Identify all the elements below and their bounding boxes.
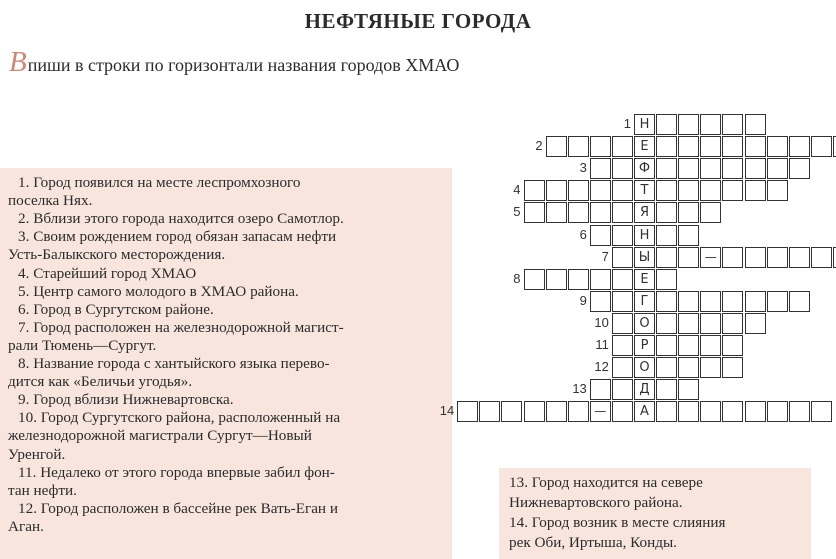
clue-line: 1. Город появился на месте леспромхозного — [18, 174, 301, 191]
answer-cell[interactable] — [700, 158, 721, 179]
answer-cell[interactable] — [789, 291, 810, 312]
clue-line: 13. Город находится на севере — [509, 474, 703, 491]
row-number: 1 — [623, 116, 631, 131]
answer-cell[interactable] — [612, 335, 633, 356]
answer-cell[interactable] — [546, 136, 567, 157]
answer-cell[interactable] — [767, 247, 788, 268]
keyword-cell: Ы — [634, 247, 655, 268]
answer-cell[interactable] — [612, 401, 633, 422]
answer-cell[interactable] — [524, 269, 545, 290]
answer-cell[interactable] — [767, 158, 788, 179]
clue-line: 7. Город расположен на железнодорожной магист- — [18, 318, 344, 336]
answer-cell[interactable] — [612, 313, 633, 334]
answer-cell[interactable] — [656, 158, 677, 179]
answer-cell[interactable] — [722, 158, 743, 179]
clue-line: 10. Город Сургутского района, расположенный на — [18, 409, 341, 427]
row-number: 10 — [594, 314, 609, 330]
keyword-cell: Р — [634, 335, 655, 356]
answer-cell[interactable] — [656, 269, 677, 290]
answer-cell[interactable] — [546, 401, 567, 422]
instruction-initial: В — [9, 46, 27, 78]
answer-cell[interactable] — [656, 313, 677, 334]
keyword-cell: Н — [634, 114, 655, 135]
clue-line: поселка Нях. — [8, 192, 93, 210]
answer-cell[interactable] — [811, 247, 832, 268]
answer-cell[interactable] — [568, 180, 589, 201]
clue-line: 3. Своим рождением город обязан запасам нефти — [18, 228, 337, 246]
answer-cell[interactable] — [678, 225, 699, 246]
answer-cell[interactable] — [767, 291, 788, 312]
answer-cell[interactable] — [767, 180, 788, 201]
answer-cell[interactable] — [612, 247, 633, 268]
row-number: 6 — [579, 226, 587, 242]
answer-cell[interactable] — [700, 357, 721, 378]
keyword-cell: Д — [634, 379, 655, 400]
answer-cell[interactable] — [745, 158, 766, 179]
clue-line: 8. Название города с хантыйского языка перево- — [18, 355, 330, 372]
row-number: 9 — [579, 292, 587, 308]
answer-cell[interactable] — [590, 269, 611, 290]
answer-cell[interactable] — [700, 202, 721, 223]
answer-cell[interactable] — [678, 180, 699, 201]
clue-line: 11. Недалеко от этого города впервые забил фон- — [18, 463, 335, 481]
answer-cell[interactable] — [524, 401, 545, 422]
answer-cell[interactable] — [590, 158, 611, 179]
answer-cell[interactable] — [612, 158, 633, 179]
keyword-cell: Е — [634, 136, 655, 157]
answer-cell[interactable] — [678, 202, 699, 223]
answer-cell[interactable] — [722, 313, 743, 334]
answer-cell[interactable] — [678, 313, 699, 334]
answer-cell[interactable] — [568, 401, 589, 422]
clue-line: дится как «Беличьи угодья». — [8, 373, 193, 391]
answer-cell[interactable] — [590, 180, 611, 201]
row-number: 4 — [513, 182, 521, 198]
answer-cell[interactable] — [678, 247, 699, 268]
answer-cell[interactable] — [789, 401, 810, 422]
clue-line: 12. Город расположен в бассейне рек Вать-Еган и — [18, 499, 338, 517]
row-number: 13 — [572, 381, 587, 397]
row-number: 7 — [601, 248, 609, 264]
answer-cell[interactable] — [745, 114, 766, 135]
answer-cell[interactable] — [811, 136, 832, 157]
answer-cell[interactable] — [811, 401, 832, 422]
answer-cell[interactable] — [568, 269, 589, 290]
answer-cell[interactable] — [789, 158, 810, 179]
answer-cell[interactable] — [678, 357, 699, 378]
answer-cell[interactable] — [678, 335, 699, 356]
answer-cell[interactable] — [722, 136, 743, 157]
answer-cell[interactable] — [524, 180, 545, 201]
answer-cell[interactable] — [722, 335, 743, 356]
answer-cell[interactable] — [678, 379, 699, 400]
keyword-cell: О — [634, 357, 655, 378]
answer-cell[interactable] — [546, 180, 567, 201]
answer-cell[interactable] — [656, 291, 677, 312]
row-number: 5 — [513, 204, 521, 220]
answer-cell[interactable] — [722, 114, 743, 135]
clue-line: Уренгой. — [8, 445, 66, 463]
answer-cell[interactable] — [612, 180, 633, 201]
clue-line: рали Тюмень—Сургут. — [8, 336, 157, 354]
clue-line: 6. Город в Сургутском районе. — [18, 300, 214, 318]
answer-cell[interactable] — [745, 180, 766, 201]
answer-cell[interactable] — [612, 357, 633, 378]
answer-cell[interactable] — [656, 357, 677, 378]
answer-cell[interactable] — [700, 313, 721, 334]
clue-line: тан нефти. — [8, 481, 77, 499]
keyword-cell: А — [634, 401, 655, 422]
answer-cell[interactable] — [767, 401, 788, 422]
answer-cell[interactable] — [700, 335, 721, 356]
clue-line: 14. Город возник в месте слияния — [509, 514, 726, 531]
row-number: 12 — [594, 359, 609, 375]
keyword-cell: Я — [634, 202, 655, 223]
answer-cell[interactable] — [722, 357, 743, 378]
answer-cell[interactable] — [590, 225, 611, 246]
row-number: 14 — [439, 403, 455, 419]
keyword-cell: Т — [634, 180, 655, 201]
answer-cell[interactable] — [590, 291, 611, 312]
clue-line: 2. Вблизи этого города находится озеро Самотлор. — [18, 210, 344, 228]
worksheet-title: НЕФТЯНЫЕ ГОРОДА — [304, 9, 532, 33]
answer-cell[interactable] — [568, 202, 589, 223]
answer-cell[interactable] — [722, 180, 743, 201]
answer-cell[interactable] — [700, 291, 721, 312]
answer-cell[interactable] — [722, 247, 743, 268]
answer-cell[interactable] — [700, 136, 721, 157]
clue-line: Аган. — [8, 517, 44, 535]
answer-cell[interactable] — [656, 401, 677, 422]
answer-cell[interactable] — [700, 180, 721, 201]
answer-cell[interactable] — [612, 202, 633, 223]
clue-line: Нижневартовского района. — [509, 494, 683, 511]
answer-cell[interactable] — [568, 136, 589, 157]
answer-cell[interactable] — [656, 136, 677, 157]
answer-cell[interactable] — [546, 269, 567, 290]
answer-cell[interactable] — [612, 291, 633, 312]
clue-line: 4. Старейший город ХМАО — [18, 264, 197, 282]
answer-cell — [590, 401, 611, 422]
answer-cell[interactable] — [457, 401, 478, 422]
keyword-cell: О — [634, 313, 655, 334]
answer-cell[interactable] — [590, 136, 611, 157]
keyword-cell: Г — [634, 291, 655, 312]
row-number: 3 — [579, 160, 587, 176]
answer-cell[interactable] — [479, 401, 500, 422]
answer-cell[interactable] — [501, 401, 522, 422]
instruction-text: пиши в строки по горизонтали названия городов ХМАО — [27, 55, 460, 75]
answer-cell[interactable] — [767, 136, 788, 157]
keyword-cell: Н — [634, 225, 655, 246]
answer-cell[interactable] — [700, 401, 721, 422]
answer-cell[interactable] — [789, 247, 810, 268]
answer-cell[interactable] — [590, 202, 611, 223]
answer-cell[interactable] — [745, 247, 766, 268]
keyword-cell: Ф — [634, 158, 655, 179]
answer-cell[interactable] — [722, 401, 743, 422]
clue-line: железнодорожной магистрали Сургут—Новый — [8, 427, 312, 445]
row-number: 11 — [595, 337, 609, 352]
clue-line: Усть-Балыкского месторождения. — [8, 246, 226, 264]
answer-cell[interactable] — [745, 136, 766, 157]
answer-cell[interactable] — [700, 114, 721, 135]
answer-cell — [700, 247, 721, 268]
answer-cell[interactable] — [789, 136, 810, 157]
answer-cell[interactable] — [678, 158, 699, 179]
answer-cell[interactable] — [678, 114, 699, 135]
answer-cell[interactable] — [612, 225, 633, 246]
keyword-cell: Е — [634, 269, 655, 290]
answer-cell[interactable] — [524, 202, 545, 223]
answer-cell[interactable] — [590, 379, 611, 400]
clue-line: 9. Город вблизи Нижневартовска. — [18, 391, 234, 409]
clue-line: рек Оби, Иртыша, Конды. — [509, 534, 677, 551]
answer-cell[interactable] — [722, 291, 743, 312]
row-number: 8 — [513, 270, 521, 286]
answer-cell[interactable] — [745, 401, 766, 422]
answer-cell[interactable] — [656, 180, 677, 201]
answer-cell[interactable] — [745, 313, 766, 334]
answer-cell[interactable] — [656, 335, 677, 356]
answer-cell[interactable] — [656, 225, 677, 246]
clue-line: 5. Центр самого молодого в ХМАО района. — [18, 282, 299, 300]
answer-cell[interactable] — [678, 291, 699, 312]
answer-cell[interactable] — [546, 202, 567, 223]
answer-cell[interactable] — [612, 269, 633, 290]
answer-cell[interactable] — [612, 379, 633, 400]
answer-cell[interactable] — [678, 401, 699, 422]
answer-cell[interactable] — [656, 247, 677, 268]
answer-cell[interactable] — [612, 136, 633, 157]
answer-cell[interactable] — [656, 202, 677, 223]
row-number: 2 — [535, 138, 543, 154]
answer-cell[interactable] — [678, 136, 699, 157]
answer-cell[interactable] — [656, 114, 677, 135]
answer-cell[interactable] — [656, 379, 677, 400]
answer-cell[interactable] — [745, 291, 766, 312]
